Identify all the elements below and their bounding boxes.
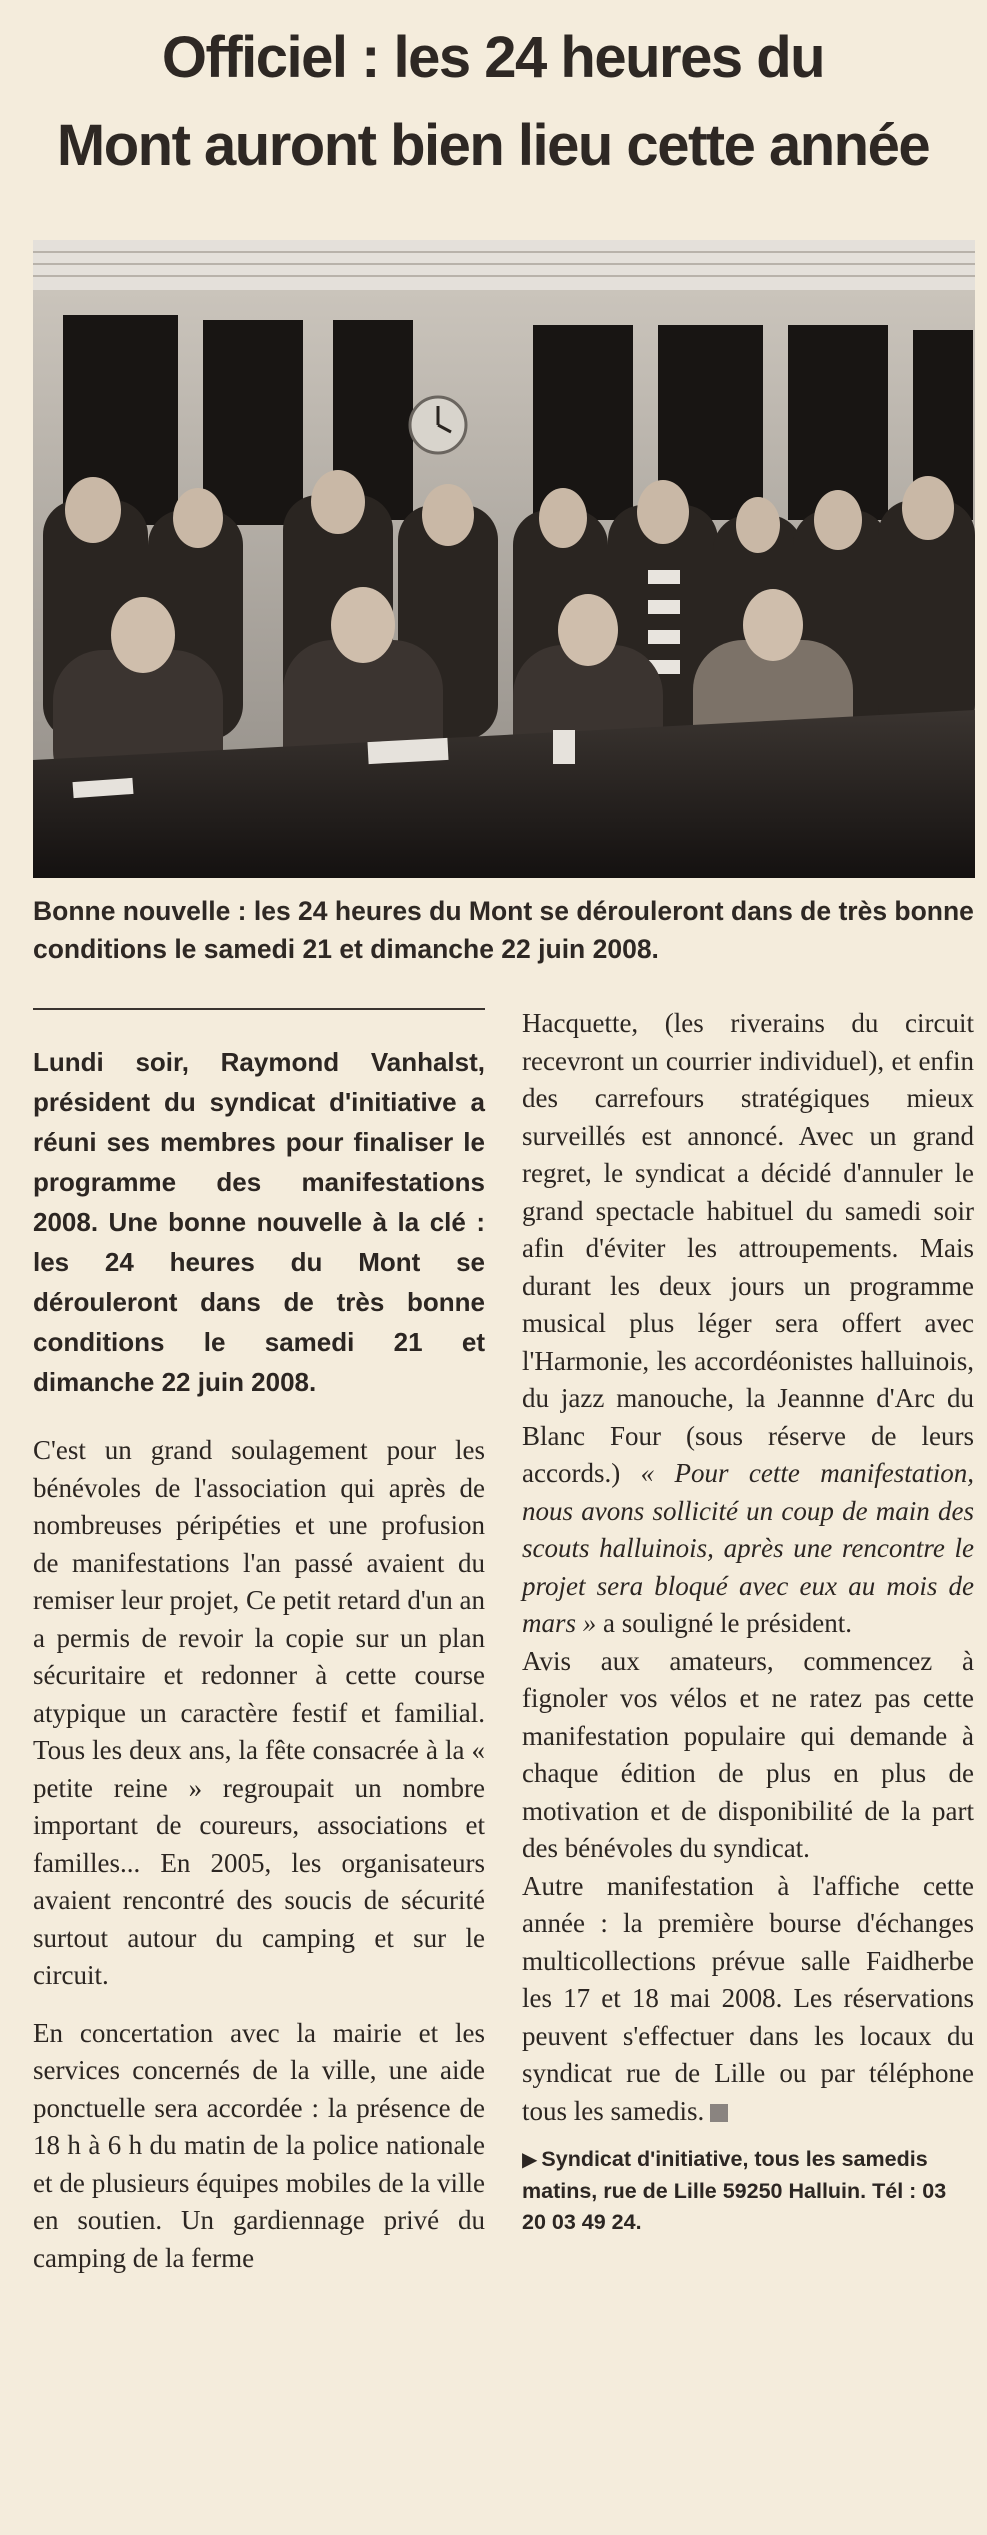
body-paragraph-3 bbox=[522, 1005, 974, 1643]
president-quote: « Pour cette manifestation, nous avons sollicité un coup de main des scouts halluinois, après une rencontre le projet sera bloqué avec eux au mois de mars » bbox=[522, 1458, 975, 1638]
body-paragraph-4: Avis aux amateurs, commencez à fignoler vos vélos et ne ratez pas cette manifestation populaire qui demande à chaque édition de plus en plus de motivation et de disponibilité de la part des bénévoles du syndicat. bbox=[522, 1645, 974, 1863]
quote-attribution: a souligné le président. bbox=[596, 1608, 852, 1638]
info-text: Syndicat d'initiative, tous les samedis matins, rue de Lille 59250 Halluin. Tél : 03 20 03 49 24. bbox=[522, 2147, 947, 2234]
body-paragraph-3-text: Hacquette, (les riverains du circuit recevront un courrier individuel), et enfin des carrefours stratégiques mieux surveillés est annoncé. Avec un grand regret, le syndicat a décidé d'annuler le grand spectacle habituel du samedi soir afin d'éviter les attroupements. Mais durant les deux jours un programme musical plus léger sera offert avec l'Harmonie, les accordéonistes halluinois, du jazz manouche, la Jeannne d'Arc du Blanc Four (sous réserve de leurs accords.) bbox=[522, 1008, 974, 1488]
info-box bbox=[522, 2144, 974, 2238]
triangle-arrow-icon: ▶ bbox=[522, 2149, 538, 2171]
body-paragraph-5 bbox=[522, 1868, 974, 2131]
left-column bbox=[33, 1042, 485, 2297]
group-photo bbox=[33, 240, 975, 878]
right-column bbox=[522, 1005, 974, 2238]
headline-line-1: Officiel : les 24 heures du bbox=[161, 25, 825, 90]
end-of-article-square-icon bbox=[710, 2104, 728, 2122]
body-paragraph-1: C'est un grand soulagement pour les bénévoles de l'association qui après de nombreuses péripéties et une profusion de manifestations l'an passé avaient du remiser leur projet, Ce petit retard d'un an a permis de revoir la copie sur un plan sécuritaire et redonner à cette course atypique un caractère festif et familial. Tous les deux ans, la fête consacrée à la « petite reine » regroupait un nombre important de coureurs, associations et familles... En 2005, les organisateurs avaient rencontré des soucis de sécurité surtout autour du camping et sur le circuit. bbox=[33, 1435, 485, 1990]
body-paragraph-5-text: Autre manifestation à l'affiche cette année : la première bourse d'échanges multicollections prévue salle Faidherbe les 17 et 18 mai 2008. Les réservations peuvent s'effectuer dans les locaux du syndicat rue de Lille ou par téléphone tous les samedis. bbox=[522, 1870, 974, 2126]
lead-paragraph: Lundi soir, Raymond Vanhalst, président du syndicat d'initiative a réuni ses membres pour finaliser le programme des manifestations 2008. Une bonne nouvelle à la clé : les 24 heures du Mont se dérouleront dans de très bonne conditions le samedi 21 et dimanche 22 juin 2008. bbox=[33, 1047, 485, 1397]
photo-caption: Bonne nouvelle : les 24 heures du Mont se dérouleront dans de très bonne conditions le samedi 21 et dimanche 22 juin 2008. bbox=[33, 896, 974, 964]
body-paragraph-2: En concertation avec la mairie et les services concernés de la ville, une aide ponctuelle sera accordée : la présence de 18 h à 6 h du matin de la police nationale et de plusieurs équipes mobiles de la ville en soutien. Un gardiennage privé du camping de la ferme bbox=[33, 2017, 485, 2273]
column-divider-rule bbox=[33, 1008, 485, 1010]
headline-line-2: Mont auront bien lieu cette année bbox=[56, 113, 930, 178]
group-photo-illustration bbox=[33, 240, 975, 878]
headline bbox=[18, 14, 968, 190]
